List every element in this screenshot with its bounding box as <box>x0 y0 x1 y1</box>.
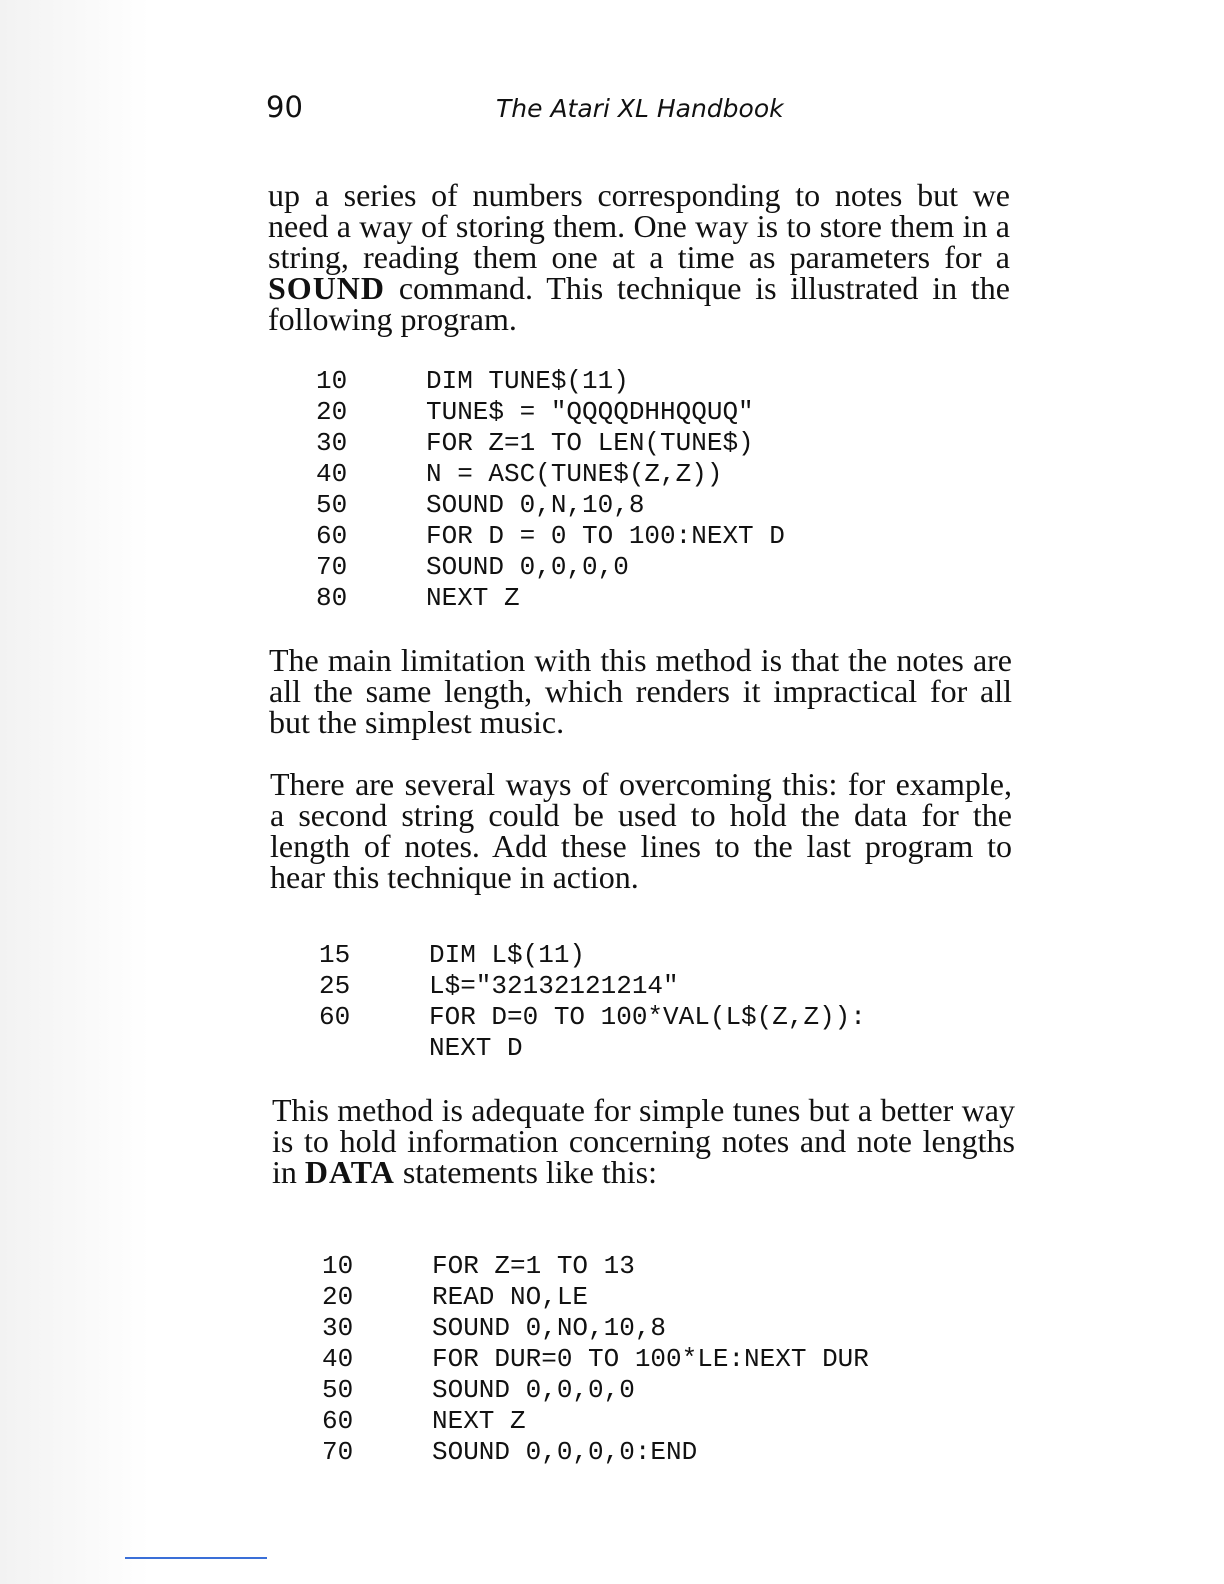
line-number <box>319 1033 429 1064</box>
line-number: 20 <box>316 397 348 427</box>
code-listing-2 <box>319 940 1019 1064</box>
page-header <box>266 90 1016 130</box>
code-line <box>316 428 1016 459</box>
code-statement: READ NO,LE <box>432 1282 589 1312</box>
line-number: 20 <box>322 1282 354 1312</box>
paragraph-overcoming: There are several ways of overcoming this: for example, a second string could be used to hold the data for the length of notes. Add these lines to the last program to hear this technique in action. <box>270 766 1012 895</box>
code-line <box>316 521 1016 552</box>
code-statement: FOR D=0 TO 100*VAL(L$(Z,Z)): <box>429 1002 866 1032</box>
line-number: 50 <box>322 1375 354 1405</box>
code-line <box>316 459 1016 490</box>
paragraph-data-statements <box>272 1092 1015 1190</box>
code-statement: SOUND 0,0,0,0 <box>426 552 629 582</box>
code-statement: FOR Z=1 TO 13 <box>432 1251 635 1281</box>
code-statement: N = ASC(TUNE$(Z,Z)) <box>426 459 723 489</box>
keyword-data: DATA <box>304 1154 395 1190</box>
paragraph-intro <box>268 177 1010 337</box>
code-listing-1 <box>316 366 1016 614</box>
code-listing-3 <box>322 1251 1022 1468</box>
keyword-sound: SOUND <box>268 270 386 306</box>
code-statement: DIM TUNE$(11) <box>426 366 629 396</box>
paragraph-intro-tail: command. This technique is illustrated in the following program. <box>268 270 1010 337</box>
code-line <box>316 552 1016 583</box>
code-line <box>322 1406 1022 1437</box>
code-statement: FOR DUR=0 TO 100*LE:NEXT DUR <box>432 1344 869 1374</box>
code-statement: SOUND 0,NO,10,8 <box>432 1313 667 1343</box>
code-statement: DIM L$(11) <box>429 940 586 970</box>
code-statement: SOUND 0,0,0,0:END <box>432 1437 698 1467</box>
code-line <box>322 1251 1022 1282</box>
line-number: 70 <box>322 1437 354 1467</box>
code-line <box>322 1313 1022 1344</box>
code-line <box>322 1344 1022 1375</box>
line-number: 10 <box>322 1251 354 1281</box>
code-statement: FOR Z=1 TO LEN(TUNE$) <box>426 428 754 458</box>
code-line <box>322 1375 1022 1406</box>
paragraph-intro-lead: up a series of numbers corresponding to notes but we need a way of storing them. One way is to store them in a string, reading them one at a time as parameters for a <box>268 177 1010 275</box>
code-line <box>322 1282 1022 1313</box>
line-number: 60 <box>319 1002 351 1032</box>
paragraph-data-lead: This method is adequate for simple tunes but a better way is to hold information concerning notes and note lengths in <box>272 1092 1015 1190</box>
line-number: 30 <box>316 428 348 458</box>
code-statement: SOUND 0,N,10,8 <box>426 490 645 520</box>
code-line <box>319 971 1019 1002</box>
code-line <box>319 1002 1019 1033</box>
line-number: 60 <box>322 1406 354 1436</box>
code-line <box>316 583 1016 614</box>
code-statement: NEXT D <box>429 1033 523 1063</box>
running-title: The Atari XL Handbook <box>496 94 784 123</box>
footer-rule <box>125 1557 267 1559</box>
code-line <box>319 1033 1019 1064</box>
code-statement: NEXT Z <box>426 583 520 613</box>
code-line <box>316 397 1016 428</box>
line-number: 40 <box>322 1344 354 1374</box>
paragraph-data-tail: statements like this: <box>394 1154 657 1190</box>
line-number: 70 <box>316 552 348 582</box>
line-number: 15 <box>319 940 351 970</box>
code-line <box>319 940 1019 971</box>
line-number: 40 <box>316 459 348 489</box>
code-statement: TUNE$ = "QQQQDHHQQUQ" <box>426 397 754 427</box>
line-number: 50 <box>316 490 348 520</box>
code-statement: SOUND 0,0,0,0 <box>432 1375 635 1405</box>
line-number: 60 <box>316 521 348 551</box>
page-number: 90 <box>266 90 303 124</box>
line-number: 10 <box>316 366 348 396</box>
code-line <box>316 366 1016 397</box>
paragraph-limitation: The main limitation with this method is that the notes are all the same length, which renders it impractical for all but the simplest music. <box>269 642 1012 740</box>
code-line <box>322 1437 1022 1468</box>
line-number: 30 <box>322 1313 354 1343</box>
page-edge-shadow <box>0 0 150 1584</box>
code-statement: NEXT Z <box>432 1406 526 1436</box>
code-line <box>316 490 1016 521</box>
code-statement: L$="32132121214" <box>429 971 679 1001</box>
code-statement: FOR D = 0 TO 100:NEXT D <box>426 521 785 551</box>
line-number: 25 <box>319 971 351 1001</box>
line-number: 80 <box>316 583 348 613</box>
